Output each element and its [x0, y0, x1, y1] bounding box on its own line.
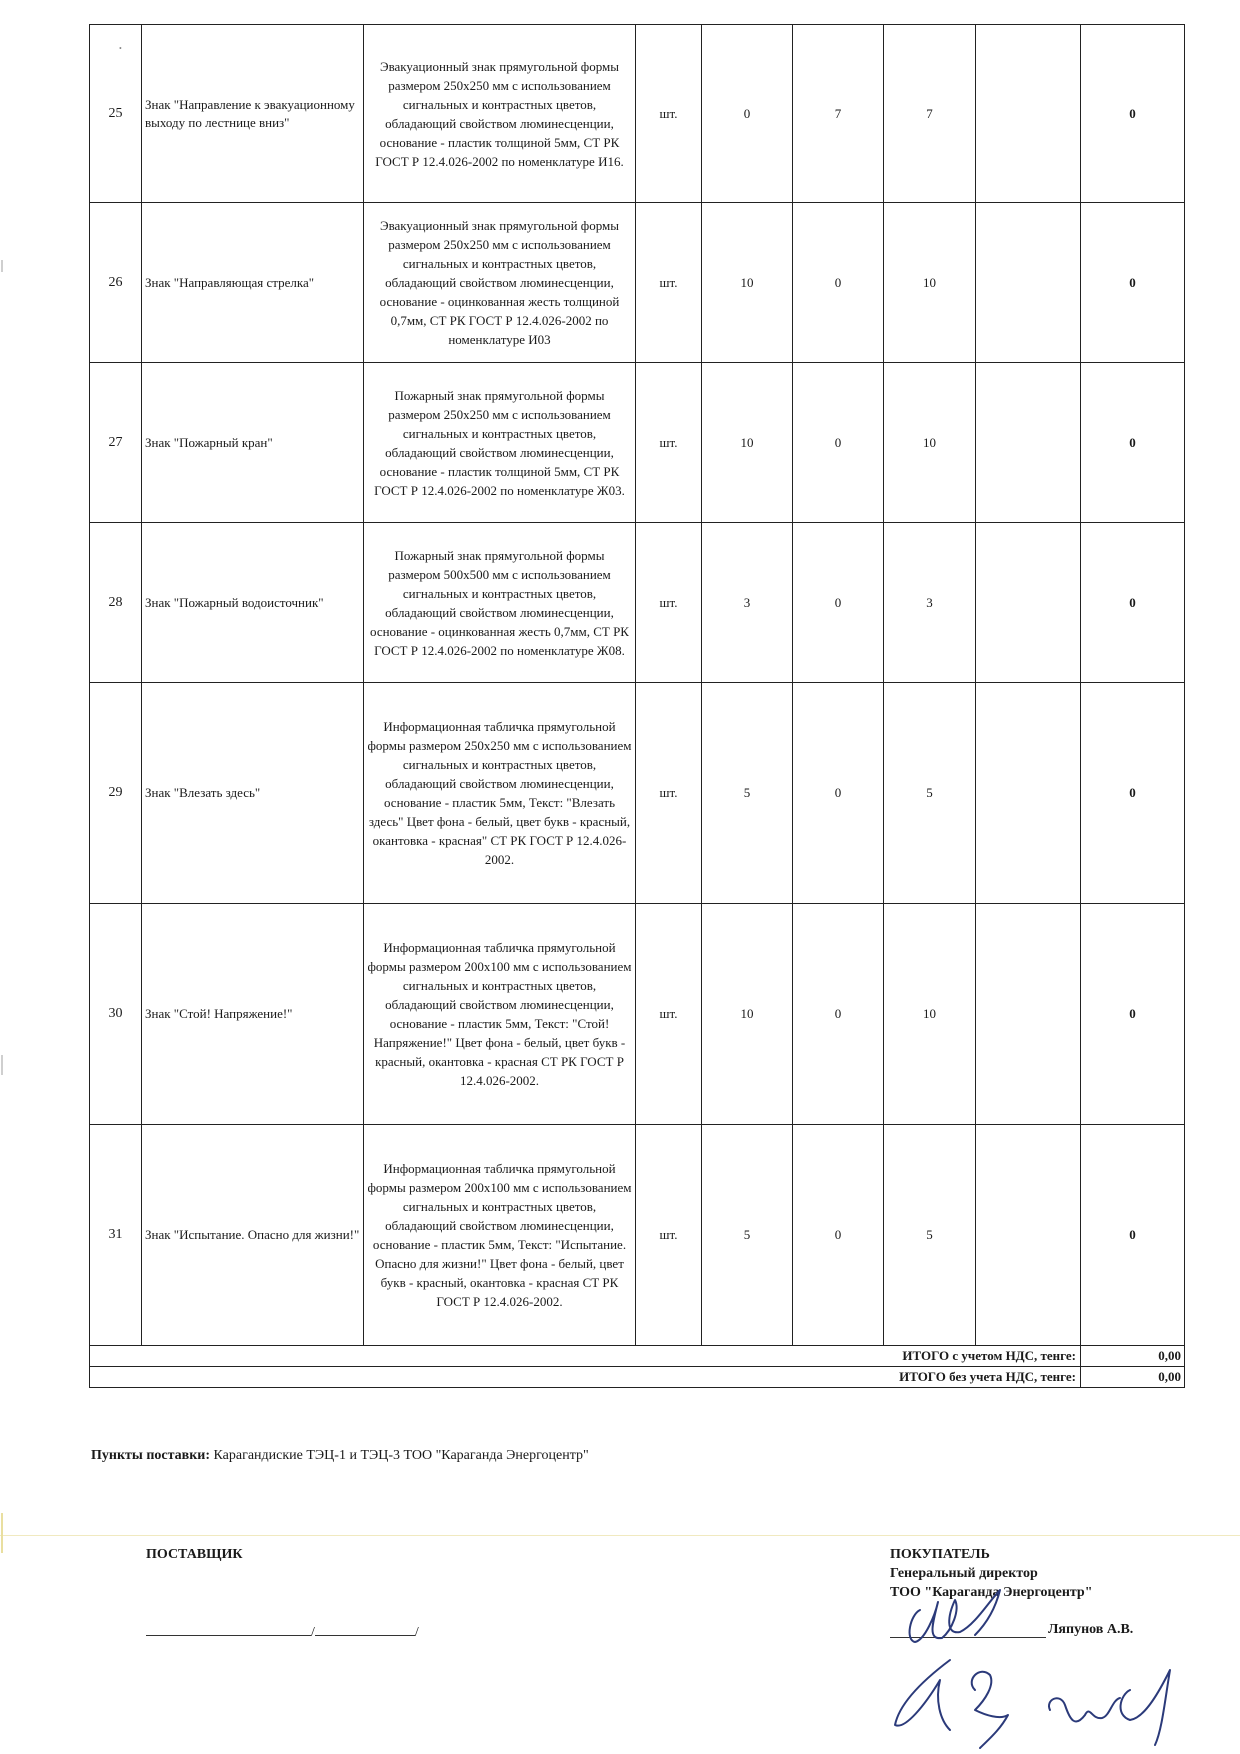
- table-row: [90, 523, 1185, 683]
- total-with-vat-row: [90, 1346, 1185, 1367]
- price-cell: [976, 1125, 1081, 1346]
- sum-cell: 0: [1081, 363, 1185, 523]
- table-row: [90, 25, 1185, 203]
- item-description: Пожарный знак прямугольной формы размером 250х250 мм с использованием сигнальных и контрастных цветов, обладающий свойством люминесценции, основание - пластик толщиной 5мм, СТ РК ГОСТ Р 12.4.026-2002 по номенклатуре Ж03.: [364, 363, 636, 523]
- unit-cell: шт.: [636, 683, 702, 904]
- scan-dot-mark: •: [119, 44, 122, 53]
- quantity-total-cell: 5: [884, 1125, 976, 1346]
- supplier-signature-line: [146, 1625, 419, 1641]
- approval-signature-stroke: [1049, 1698, 1120, 1722]
- scan-edge-mark: [1, 260, 3, 272]
- unit-cell: шт.: [636, 904, 702, 1125]
- sum-cell: 0: [1081, 683, 1185, 904]
- quantity-total-cell: 5: [884, 683, 976, 904]
- item-name: Знак "Пожарный водоисточник": [142, 523, 364, 683]
- approval-signature-stroke: [1121, 1670, 1170, 1745]
- unit-cell: шт.: [636, 523, 702, 683]
- buyer-company: ТОО "Караганда Энергоцентр": [890, 1585, 1093, 1600]
- quantity-a-cell: 5: [702, 1125, 793, 1346]
- total-with-vat-value: 0,00: [1081, 1346, 1185, 1367]
- sum-cell: 0: [1081, 1125, 1185, 1346]
- quantity-a-cell: 3: [702, 523, 793, 683]
- total-without-vat-label: ИТОГО без учета НДС, тенге:: [90, 1367, 1081, 1388]
- table-row: [90, 363, 1185, 523]
- total-without-vat-value: 0,00: [1081, 1367, 1185, 1388]
- sum-cell: 0: [1081, 904, 1185, 1125]
- quantity-a-cell: 5: [702, 683, 793, 904]
- item-description: Информационная табличка прямугольной формы размером 200х100 мм с использованием сигнальных и контрастных цветов, обладающий свойством люминесценции, основание - пластик 5мм, Текст: "Испытание. Опасно для жизни!" Цвет фона - белый, цвет букв - красный, окантовка - красная СТ РК ГОСТ Р 12.4.026-2002.: [364, 1125, 636, 1346]
- unit-cell: шт.: [636, 25, 702, 203]
- items-table: [89, 24, 1185, 1388]
- scan-edge-mark: [1, 1055, 3, 1075]
- quantity-b-cell: 0: [793, 203, 884, 363]
- item-name: Знак "Пожарный кран": [142, 363, 364, 523]
- sum-cell: 0: [1081, 523, 1185, 683]
- quantity-total-cell: 10: [884, 363, 976, 523]
- delivery-label: Пункты поставки:: [91, 1448, 211, 1463]
- row-number: 28: [90, 523, 142, 683]
- approval-signature-stroke: [972, 1672, 1008, 1748]
- table-row: [90, 1125, 1185, 1346]
- quantity-b-cell: 0: [793, 904, 884, 1125]
- quantity-b-cell: 0: [793, 1125, 884, 1346]
- item-name: Знак "Направление к эвакуационному выходу по лестнице вниз": [142, 25, 364, 203]
- table-row: [90, 203, 1185, 363]
- quantity-total-cell: 10: [884, 203, 976, 363]
- unit-cell: шт.: [636, 363, 702, 523]
- quantity-a-cell: 10: [702, 203, 793, 363]
- unit-cell: шт.: [636, 203, 702, 363]
- price-cell: [976, 904, 1081, 1125]
- sum-cell: 0: [1081, 25, 1185, 203]
- approval-signature-stroke: [895, 1660, 950, 1730]
- price-cell: [976, 523, 1081, 683]
- sum-cell: 0: [1081, 203, 1185, 363]
- items-table-body: [90, 25, 1185, 1346]
- item-name: Знак "Направляющая стрелка": [142, 203, 364, 363]
- row-number: 25: [90, 25, 142, 203]
- row-number: 29: [90, 683, 142, 904]
- name-blank: [315, 1635, 415, 1636]
- price-cell: [976, 363, 1081, 523]
- signature-blank: [146, 1635, 311, 1636]
- price-cell: [976, 683, 1081, 904]
- quantity-b-cell: 7: [793, 25, 884, 203]
- row-number: 31: [90, 1125, 142, 1346]
- item-description: Эвакуационный знак прямугольной формы размером 250х250 мм с использованием сигнальных и контрастных цветов, обладающий свойством люминесценции, основание - оцинкованная жесть толщиной 0,7мм, СТ РК ГОСТ Р 12.4.026-2002 по номенклатуре И03: [364, 203, 636, 363]
- supplier-heading: ПОСТАВЩИК: [146, 1547, 243, 1562]
- item-name: Знак "Стой! Напряжение!": [142, 904, 364, 1125]
- signature-separator: /: [311, 1625, 315, 1640]
- total-without-vat-row: [90, 1367, 1185, 1388]
- item-name: Знак "Влезать здесь": [142, 683, 364, 904]
- quantity-total-cell: 10: [884, 904, 976, 1125]
- quantity-a-cell: 10: [702, 363, 793, 523]
- unit-cell: шт.: [636, 1125, 702, 1346]
- item-description: Информационная табличка прямугольной формы размером 200х100 мм с использованием сигнальных и контрастных цветов, обладающий свойством люминесценции, основание - пластик 5мм, Текст: "Стой! Напряжение!" Цвет фона - белый, цвет букв - красный, окантовка - красная СТ РК ГОСТ Р 12.4.026-2002.: [364, 904, 636, 1125]
- buyer-name: Ляпунов А.В.: [1048, 1622, 1134, 1637]
- delivery-points: [91, 1448, 589, 1464]
- total-with-vat-label: ИТОГО с учетом НДС, тенге:: [90, 1346, 1081, 1367]
- item-description: Информационная табличка прямугольной формы размером 250х250 мм с использованием сигнальных и контрастных цветов, обладающий свойством люминесценции, основание - пластик 5мм, Текст: "Влезать здесь" Цвет фона - белый, цвет букв - красный, окантовка - красная" СТ РК ГОСТ Р 12.4.026-2002.: [364, 683, 636, 904]
- table-row: [90, 904, 1185, 1125]
- scan-edge-mark: [1, 1513, 3, 1553]
- buyer-signature-stroke: [910, 1590, 1000, 1642]
- item-description: Эвакуационный знак прямугольной формы размером 250х250 мм с использованием сигнальных и контрастных цветов, обладающий свойством люминесценции, основание - пластик толщиной 5мм, СТ РК ГОСТ Р 12.4.026-2002 по номенклатуре И16.: [364, 25, 636, 203]
- quantity-a-cell: 0: [702, 25, 793, 203]
- quantity-a-cell: 10: [702, 904, 793, 1125]
- row-number: 26: [90, 203, 142, 363]
- quantity-total-cell: 7: [884, 25, 976, 203]
- buyer-heading: ПОКУПАТЕЛЬ: [890, 1547, 990, 1562]
- buyer-position: Генеральный директор: [890, 1566, 1038, 1581]
- delivery-text: Карагандиские ТЭЦ-1 и ТЭЦ-3 ТОО "Караганда Энергоцентр": [213, 1448, 589, 1463]
- item-name: Знак "Испытание. Опасно для жизни!": [142, 1125, 364, 1346]
- price-cell: [976, 25, 1081, 203]
- quantity-b-cell: 0: [793, 683, 884, 904]
- table-row: [90, 683, 1185, 904]
- page-fold-line: [0, 1535, 1240, 1536]
- handwritten-signatures: [880, 1580, 1220, 1750]
- quantity-b-cell: 0: [793, 363, 884, 523]
- item-description: Пожарный знак прямугольной формы размером 500х500 мм с использованием сигнальных и контрастных цветов, обладающий свойством люминесценции, основание - оцинкованная жесть 0,7мм, СТ РК ГОСТ Р 12.4.026-2002 по номенклатуре Ж08.: [364, 523, 636, 683]
- row-number: 30: [90, 904, 142, 1125]
- quantity-total-cell: 3: [884, 523, 976, 683]
- price-cell: [976, 203, 1081, 363]
- signature-separator: /: [414, 1625, 419, 1640]
- row-number: 27: [90, 363, 142, 523]
- quantity-b-cell: 0: [793, 523, 884, 683]
